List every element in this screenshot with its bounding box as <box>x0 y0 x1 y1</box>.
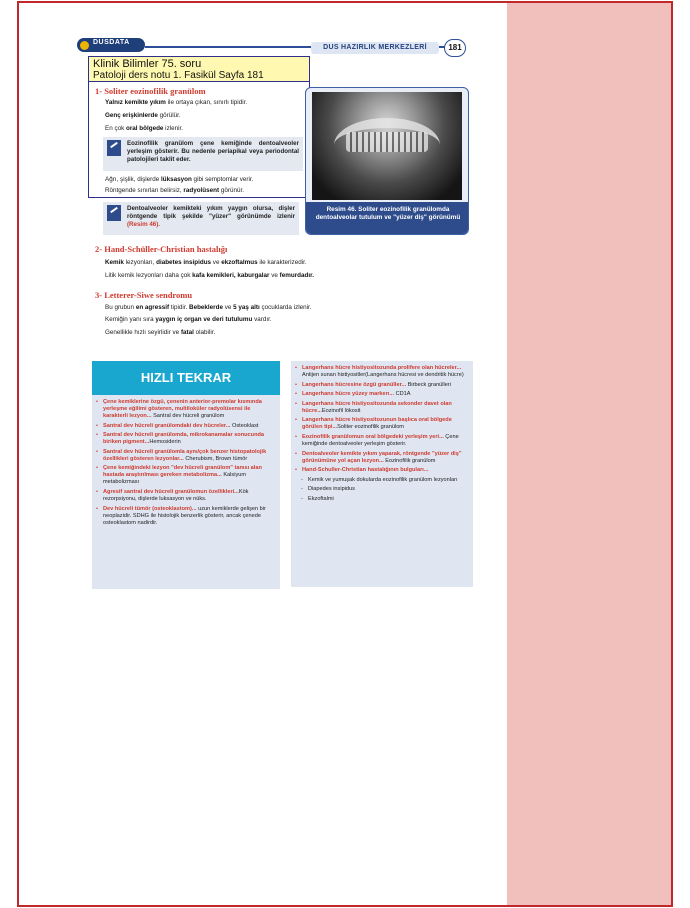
review-item <box>96 432 274 446</box>
review-question: Langerhans hücresine özgü granüller... <box>302 381 407 388</box>
review-question: Santral dev hücreli granülomdaki dev hücreler... <box>103 422 231 429</box>
review-question: Çene kemiğindeki lezyon "dev hücreli granülom" tanısı alan hastada araştırılması gereken metabolizma... <box>103 465 262 479</box>
review-answer: CD1A <box>394 391 411 398</box>
review-question: Langerhans hücre yüzey markerı... <box>302 391 395 398</box>
section-2-title: 2- Hand-Schüller-Christian hastalığı <box>95 244 228 254</box>
s1-callout-1: Eozinofilik granülom çene kemiğinde dentoalveoler yerleşim gösterir. Bu nedenle periapikal veya periodontal patolojileri taklit eder. <box>103 137 303 171</box>
s2-para-1: Kemik lezyonları, diabetes insipidus ve ekzoftalmus ile karakterizedir. <box>105 259 307 266</box>
annotation-note <box>88 56 310 82</box>
review-answer: Eozinofilik granülom <box>383 457 436 464</box>
review-question: Hand-Schuller-Christian hastalığının bulguları... <box>302 467 429 474</box>
review-question: Santral dev hücreli granülomda, mikrokanamalar sonucunda biriken pigment... <box>103 432 265 446</box>
s1-para-2: Genç erişkinlerde görülür. <box>105 112 181 119</box>
review-item <box>96 489 274 503</box>
review-answer: Santral dev hücreli granülom <box>151 413 225 419</box>
review-question: Eozinofilik granülomun oral bölgedeki yerleşim yeri... <box>302 433 444 440</box>
logo-dot-icon <box>80 41 89 50</box>
review-answer: Birbeck granülleri <box>406 381 451 388</box>
dusdata-logo: DUSDATA <box>77 38 145 52</box>
review-answer: Çene kemiğinde dentoalveoler yerleşim gösterir. <box>302 433 459 447</box>
review-question: Langerhans hücre histiyositozunda prolifere olan hücreler... <box>302 365 462 371</box>
review-item <box>96 465 274 486</box>
review-question: Langerhans hücre histiyositozunun başlıca oral bölgede görülen tipi... <box>302 417 452 431</box>
review-answer: uzun kemiklerde gelişen bir neoplazidir. SDHG ile histolojik benzerlik gösterir, ancak çenede osteoklastom nadirdir. <box>103 505 266 526</box>
review-subitem: - Ekzoftalmi <box>301 496 469 503</box>
review-question: Çene kemiklerine özgü, çenenin anterior-premolar kısmında yerleşme eğilimi gösteren, multiloküler radyolüsensi ile karakterli lezyon... <box>103 399 262 419</box>
review-left-list <box>96 399 274 529</box>
review-item <box>295 417 469 431</box>
s2-para-2: Litik kemik lezyonları daha çok kafa kemikleri, kaburgalar ve femurdadır. <box>105 272 314 279</box>
review-item <box>96 506 274 527</box>
s3-para-3: Genellikle hızlı seyirlidir ve fatal olabilir. <box>105 329 216 336</box>
review-item <box>96 423 274 430</box>
review-item <box>295 401 469 415</box>
xray-image <box>312 92 462 200</box>
pen-icon <box>107 205 121 221</box>
review-subitem: - Diapedes insipidus <box>301 486 469 493</box>
review-answer: Eozinofil lökosit <box>321 407 361 414</box>
review-question: Dentoalveoler kemikte yıkım yaparak, röntgende "yüzer diş" görünümüne yol açan lezyon... <box>302 450 462 464</box>
review-answer: Kalsiyum metabolizması <box>103 472 247 486</box>
review-answer: Antijen sunan histiyositler(Langerhans hücresi ve dendritik hücre) <box>302 372 464 378</box>
section-title: DUS HAZIRLIK MERKEZLERİ <box>311 42 439 54</box>
review-answer: Soliter eozinofilik granülom <box>337 424 404 431</box>
s1-para-3: En çok oral bölgede izlenir. <box>105 125 184 132</box>
review-answer: Cherubism, Brown tümör <box>183 455 248 462</box>
review-item <box>295 391 469 398</box>
page-number: 181 <box>444 39 466 57</box>
pen-icon <box>107 140 121 156</box>
figure-resim-46 <box>305 87 469 235</box>
review-item <box>295 451 469 465</box>
document-page <box>19 3 507 905</box>
review-item <box>295 467 469 474</box>
s1-callout-2: Dentoalveoler kemikteki yıkım yaygın olursa, dişler röntgende tipik şekilde "yüzer" görünümde izlenir (Resim 46). <box>103 202 299 235</box>
figure-caption: Resim 46. Soliter eozinofilik granülomda dentoalveolar tutulum ve "yüzer diş" görünümü <box>306 202 469 235</box>
s1-para-1: Yalnız kemikte yıkım ile ortaya çıkan, sınırlı tipidir. <box>105 99 248 106</box>
review-answer: Osteoklast <box>230 422 259 429</box>
review-question: Dev hücreli tümör (osteoklastom)... <box>103 505 197 512</box>
note-line-2: Patoloji ders notu 1. Fasikül Sayfa 181 <box>93 70 264 81</box>
review-subitem: - Kemik ve yumuşak dokularda eozinofilik granülom lezyonları <box>301 477 469 484</box>
s1-para-5: Röntgende sınırları belirsiz, radyolüsent görünür. <box>105 187 244 194</box>
section-3-title: 3- Letterer-Siwe sendromu <box>95 290 193 300</box>
review-question: Agresif santral dev hücreli granülomun özellikleri... <box>103 488 239 495</box>
s3-para-2: Kemiğin yanı sıra yaygın iç organ ve deri tutulumu vardır. <box>105 316 272 323</box>
review-question: Langerhans hücre histiyositozunda sekonder davet olan hücre... <box>302 400 452 414</box>
review-item <box>295 365 469 379</box>
s1-para-4: Ağrı, şişlik, dişlerde lüksasyon gibi semptomlar verir. <box>105 176 254 183</box>
note-line-1: Klinik Bilimler 75. soru <box>93 58 202 70</box>
review-item <box>96 399 274 420</box>
review-question: Santral dev hücreli granülomla aynı/çok benzer histopatolojik özellikleri gösteren lezyonlar... <box>103 448 267 462</box>
review-answer: Kök rezorpsiyonu, dişlerde luksasyon ve nüks. <box>103 488 249 502</box>
side-margin <box>507 3 671 905</box>
section-1-title: 1- Soliter eozinofilik granülom <box>95 86 206 96</box>
review-title: HIZLI TEKRAR <box>92 361 280 395</box>
s3-para-1: Bu grubun en agressif tipidir. Bebeklerde ve 5 yaş altı çocuklarda izlenir. <box>105 304 312 311</box>
review-right-list <box>295 365 469 506</box>
review-item <box>295 382 469 389</box>
review-answer: Hemosiderin <box>149 439 181 446</box>
review-item <box>295 434 469 448</box>
review-item <box>96 449 274 463</box>
